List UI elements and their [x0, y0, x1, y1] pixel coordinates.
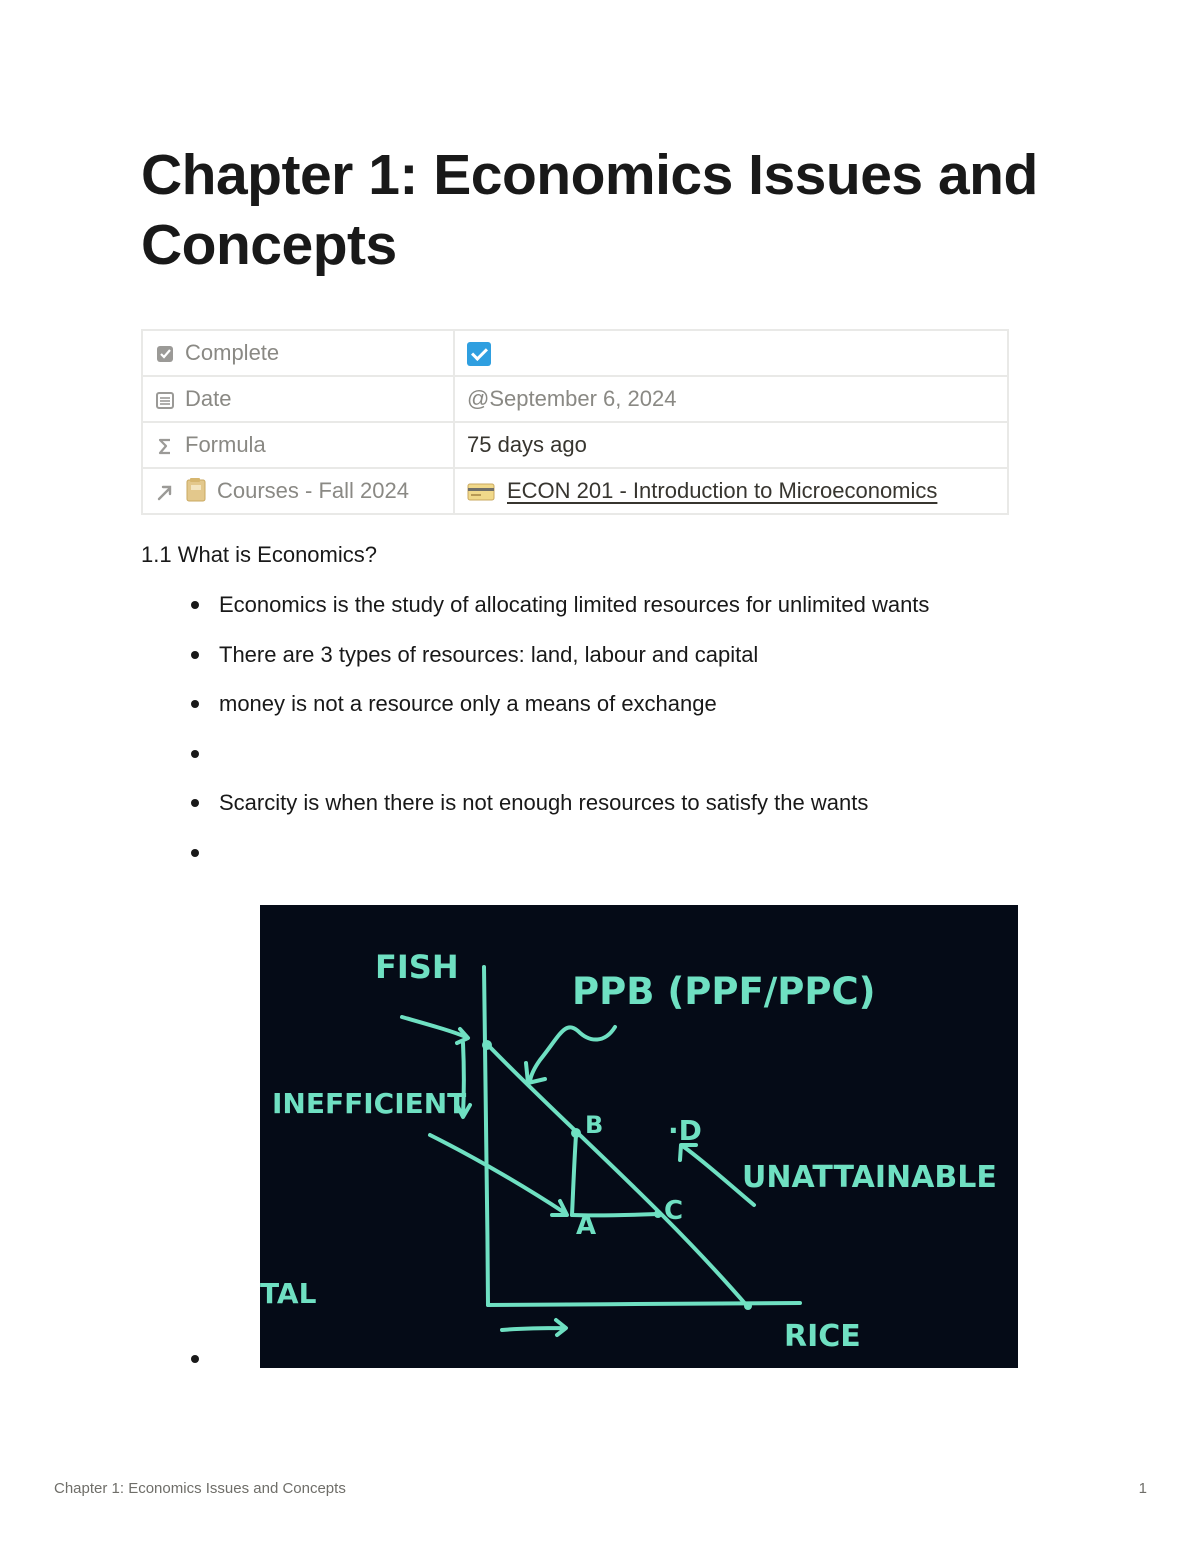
ppf-diagram-image: [260, 905, 1018, 1368]
relation-value[interactable]: [454, 468, 1008, 514]
checkbox-property-icon: [155, 344, 175, 364]
formula-value: 75 days ago: [454, 422, 1008, 468]
point-d-label: ·D: [668, 1114, 702, 1147]
property-key-label: Complete: [185, 340, 280, 365]
property-key-label: Formula: [185, 432, 266, 457]
inefficient-arrow-top: [402, 1017, 468, 1043]
trailing-bullet: [191, 1355, 199, 1363]
folder-icon: [185, 478, 207, 502]
rice-direction-arrow: [502, 1320, 566, 1335]
property-row-formula: [142, 422, 1008, 468]
sigma-icon: [155, 436, 175, 456]
properties-table: [141, 329, 1009, 515]
footer-title: Chapter 1: Economics Issues and Concepts: [54, 1480, 346, 1497]
unattainable-label: UNATTAINABLE: [742, 1160, 997, 1195]
property-key: [142, 376, 454, 422]
property-key: [142, 330, 454, 376]
point-c-label: C: [664, 1196, 684, 1226]
list-item: [188, 834, 929, 884]
point-b-label: B: [585, 1111, 604, 1139]
property-row-courses: [142, 468, 1008, 514]
list-item: money is not a resource only a means of exchange: [188, 685, 929, 735]
property-key: [142, 422, 454, 468]
course-link[interactable]: ECON 201 - Introduction to Microeconomics: [507, 478, 938, 503]
list-item: There are 3 types of resources: land, labour and capital: [188, 636, 929, 686]
point-c-dot: [654, 1210, 662, 1218]
ppf-diagram-drawing: [260, 905, 1018, 1368]
y-axis-line: [484, 967, 488, 1305]
section-heading: 1.1 What is Economics?: [141, 542, 377, 567]
point-a-label: A: [576, 1211, 597, 1241]
property-value[interactable]: [454, 330, 1008, 376]
cut-off-label: TAL: [260, 1277, 317, 1310]
property-key-label: Courses - Fall 2024: [217, 478, 409, 503]
list-item: [188, 735, 929, 785]
complete-checkbox[interactable]: [467, 342, 491, 366]
date-value[interactable]: @September 6, 2024: [454, 376, 1008, 422]
x-axis-label: RICE: [784, 1319, 861, 1354]
y-axis-label: FISH: [375, 948, 459, 986]
footer-page-number: 1: [1138, 1480, 1147, 1497]
ppb-pointer: [526, 1027, 615, 1083]
property-row-complete: [142, 330, 1008, 376]
credit-card-icon: [467, 482, 495, 502]
property-key: [142, 468, 454, 514]
property-row-date: [142, 376, 1008, 422]
relation-arrow-icon: [155, 482, 175, 502]
b-to-a-line: [572, 1135, 576, 1215]
list-item: Scarcity is when there is not enough resources to satisfy the wants: [188, 784, 929, 834]
bullet-list: [188, 586, 929, 883]
x-axis-line: [488, 1303, 800, 1305]
inefficient-arrow-to-a: [430, 1135, 567, 1215]
calendar-property-icon: [155, 390, 175, 410]
curve-label: PPB (PPF/PPC): [572, 970, 876, 1013]
intercept-dot: [744, 1302, 752, 1310]
intercept-dot: [482, 1040, 492, 1050]
inefficient-label: INEFFICIENT: [272, 1087, 467, 1120]
property-key-label: Date: [185, 386, 232, 411]
ppf-curve: [486, 1043, 748, 1307]
page-title: Chapter 1: Economics Issues and Concepts: [141, 143, 1038, 277]
list-item: Economics is the study of allocating limited resources for unlimited wants: [188, 586, 929, 636]
